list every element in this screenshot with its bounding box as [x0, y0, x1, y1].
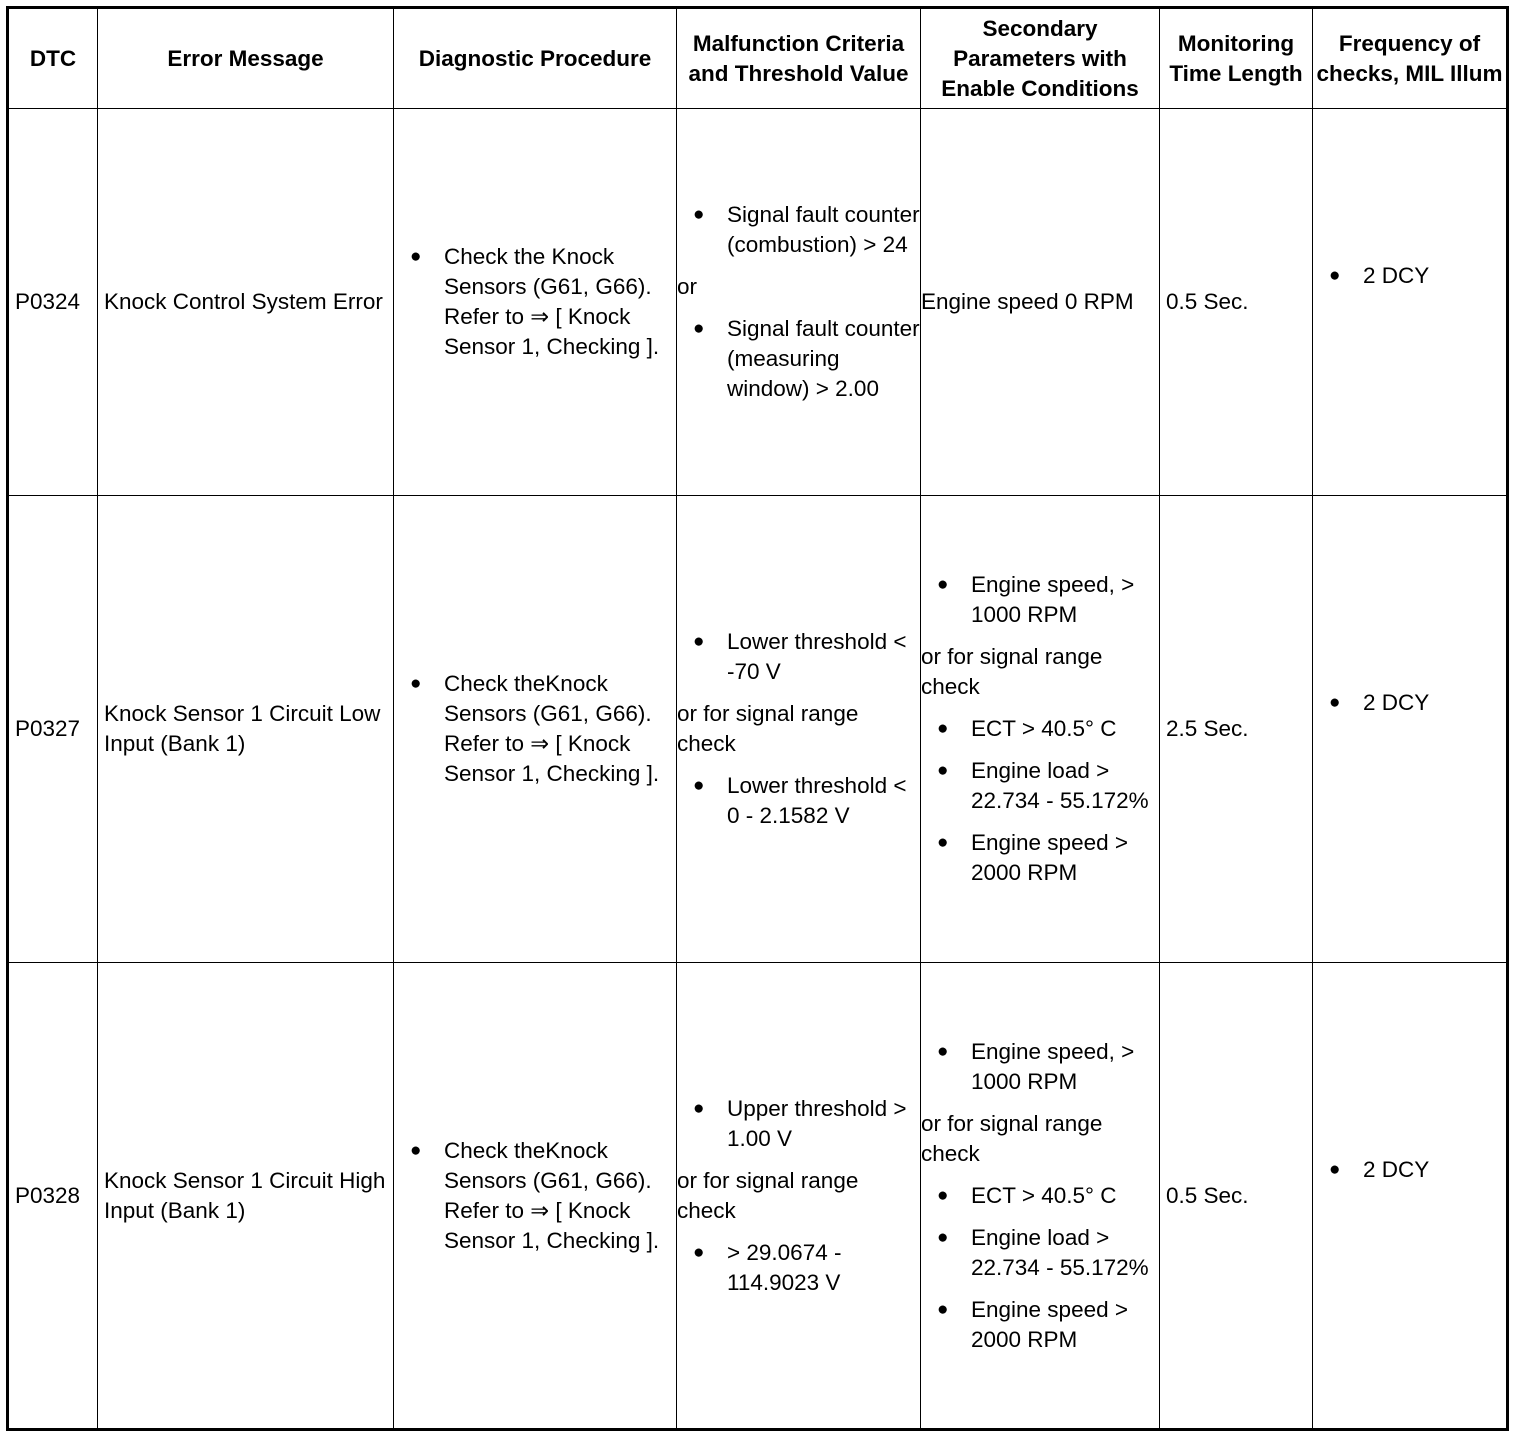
bullet-item: ● Engine speed > 2000 RPM: [921, 1295, 1159, 1355]
bullet-list: [921, 756, 1159, 816]
error-message: Knock Sensor 1 Circuit High Input (Bank 1): [98, 963, 394, 1430]
monitoring-time: 0.5 Sec.: [1160, 963, 1313, 1430]
text-line: or for signal range check: [677, 701, 859, 756]
procedure-list: [394, 669, 676, 789]
header-error-message: Error Message: [98, 8, 394, 109]
frequency: [1313, 496, 1508, 963]
dtc-code: P0327: [8, 496, 98, 963]
bullet-item: ● ECT > 40.5° C: [921, 1181, 1159, 1211]
bullet-item: ● > 29.0674 - 114.9023 V: [677, 1238, 920, 1298]
monitoring-time: 0.5 Sec.: [1160, 109, 1313, 496]
bullet-list: [921, 1181, 1159, 1211]
malfunction-criteria: [677, 496, 921, 963]
diagnostic-procedure: [394, 963, 677, 1430]
malfunction-criteria: [677, 963, 921, 1430]
text-line: or for signal range check: [921, 644, 1103, 699]
secondary-parameters: [921, 496, 1160, 963]
error-message: Knock Sensor 1 Circuit Low Input (Bank 1): [98, 496, 394, 963]
frequency-item: ● 2 DCY: [1313, 688, 1506, 718]
monitoring-time: 2.5 Sec.: [1160, 496, 1313, 963]
bullet-list: [677, 314, 920, 404]
header-diagnostic-procedure: Diagnostic Procedure: [394, 8, 677, 109]
bullet-list: [921, 714, 1159, 744]
bullet-item: ● Signal fault counter (combustion) > 24: [677, 200, 920, 260]
bullet-list: [677, 627, 920, 687]
dtc-code: P0328: [8, 963, 98, 1430]
procedure-item: ● Check theKnock Sensors (G61, G66). Refer to ⇒ [ Knock Sensor 1, Checking ].: [394, 1136, 676, 1256]
diagnostic-procedure: [394, 496, 677, 963]
bullet-list: [677, 1094, 920, 1154]
bullet-item: ● Lower threshold < 0 - 2.1582 V: [677, 771, 920, 831]
text-line: or: [677, 274, 698, 299]
bullet-list: [677, 771, 920, 831]
bullet-item: ● Engine speed, > 1000 RPM: [921, 1037, 1159, 1097]
header-row: [8, 8, 1508, 109]
bullet-item: ● Engine speed > 2000 RPM: [921, 828, 1159, 888]
bullet-list: [921, 1223, 1159, 1283]
bullet-list: [677, 200, 920, 260]
frequency: [1313, 963, 1508, 1430]
procedure-list: [394, 242, 676, 362]
bullet-item: ● Engine speed, > 1000 RPM: [921, 570, 1159, 630]
bullet-item: ● ECT > 40.5° C: [921, 714, 1159, 744]
frequency-list: [1313, 688, 1506, 718]
bullet-item: ● Engine load > 22.734 - 55.172%: [921, 1223, 1159, 1283]
bullet-item: ● Signal fault counter (measuring window) > 2.00: [677, 314, 920, 404]
procedure-item: ● Check the Knock Sensors (G61, G66). Refer to ⇒ [ Knock Sensor 1, Checking ].: [394, 242, 676, 362]
dtc-code: P0324: [8, 109, 98, 496]
frequency-item: ● 2 DCY: [1313, 261, 1506, 291]
bullet-list: [921, 570, 1159, 630]
bullet-item: ● Lower threshold < -70 V: [677, 627, 920, 687]
bullet-item: ● Engine load > 22.734 - 55.172%: [921, 756, 1159, 816]
bullet-list: [921, 1037, 1159, 1097]
diagnostic-procedure: [394, 109, 677, 496]
bullet-list: [921, 1295, 1159, 1355]
header-malfunction-criteria: Malfunction Criteria and Threshold Value: [677, 8, 921, 109]
bullet-list: [677, 1238, 920, 1298]
text-line: or for signal range check: [921, 1110, 1103, 1166]
header-dtc: DTC: [8, 8, 98, 109]
frequency-list: [1313, 261, 1506, 291]
header-monitoring-time: Monitoring Time Length: [1160, 8, 1313, 109]
bullet-item: ● Upper threshold > 1.00 V: [677, 1094, 920, 1154]
secondary-parameters: [921, 109, 1160, 496]
frequency-list: [1313, 1155, 1506, 1185]
text-line: Engine speed 0 RPM: [921, 289, 1134, 314]
header-secondary-parameters: Secondary Parameters with Enable Conditions: [921, 8, 1160, 109]
procedure-item: ● Check theKnock Sensors (G61, G66). Refer to ⇒ [ Knock Sensor 1, Checking ].: [394, 669, 676, 789]
frequency-item: ● 2 DCY: [1313, 1155, 1506, 1185]
text-line: or for signal range check: [677, 1167, 859, 1223]
header-frequency: Frequency of checks, MIL Illum: [1313, 8, 1508, 109]
table-row: [8, 109, 1508, 496]
bullet-list: [921, 828, 1159, 888]
error-message: Knock Control System Error: [98, 109, 394, 496]
table-row: [8, 496, 1508, 963]
frequency: [1313, 109, 1508, 496]
table-row: [8, 963, 1508, 1430]
malfunction-criteria: [677, 109, 921, 496]
procedure-list: [394, 1136, 676, 1256]
dtc-table: [6, 6, 1509, 1431]
secondary-parameters: [921, 963, 1160, 1430]
